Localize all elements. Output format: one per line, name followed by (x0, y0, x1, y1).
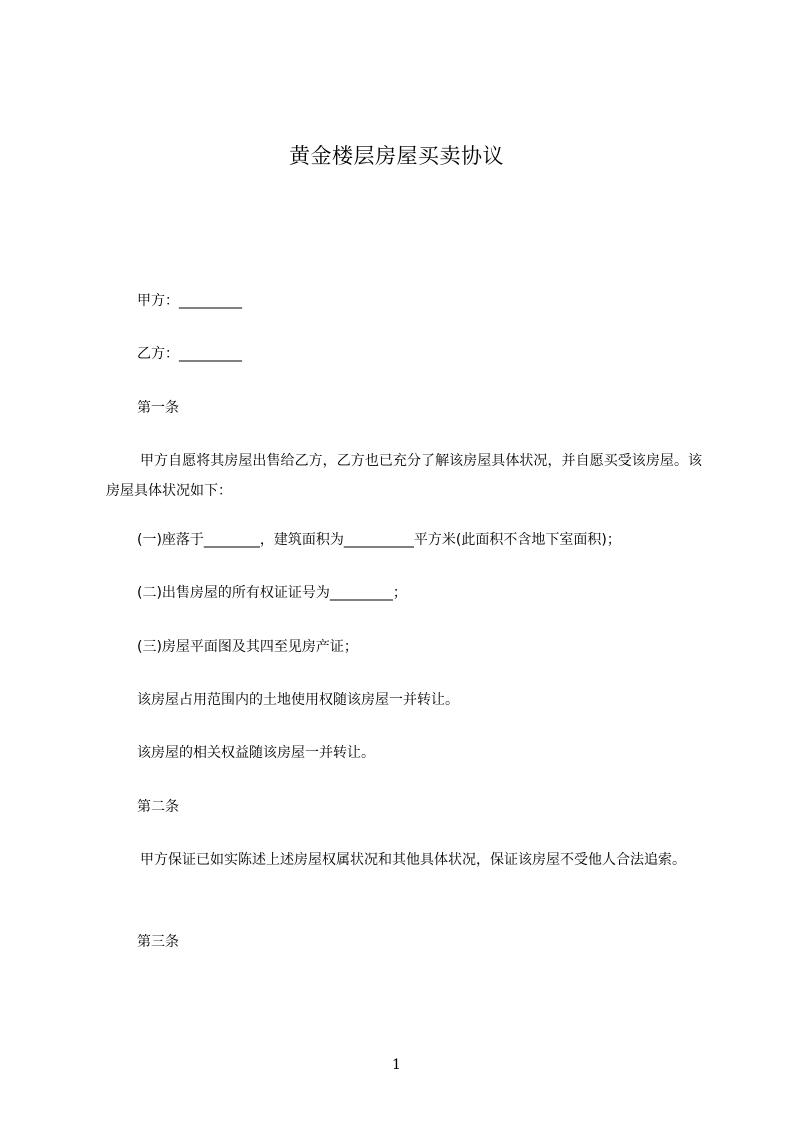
document-title: 黄金楼层房屋买卖协议 (289, 144, 504, 168)
article-2-body: 甲方保证已如实陈述上述房屋权属状况和其他具体状况，保证该房屋不受他人合法追索。 (140, 852, 686, 868)
floor-plan-item: (三)房屋平面图及其四至见房产证； (137, 639, 358, 655)
article-2-heading: 第二条 (137, 799, 179, 815)
property-location-item: (一)座落于________，建筑面积为__________平方米(此面积不含地下室面积)； (137, 532, 621, 548)
article-1-body: 甲方自愿将其房屋出售给乙方，乙方也已充分了解该房屋具体状况，并自愿买受该房屋。该房屋具体状况如下： (106, 453, 702, 499)
article-3-heading: 第三条 (137, 934, 179, 950)
rights-clause: 该房屋的相关权益随该房屋一并转让。 (137, 745, 375, 761)
ownership-certificate-item: (二)出售房屋的所有权证证号为_________； (137, 585, 407, 601)
land-use-clause: 该房屋占用范围内的土地使用权随该房屋一并转让。 (137, 692, 459, 708)
article-1-heading: 第一条 (137, 400, 179, 416)
party-b-line: 乙方：_________ (137, 346, 242, 362)
party-a-line: 甲方：_________ (137, 293, 242, 309)
page-number: 1 (392, 1057, 401, 1073)
